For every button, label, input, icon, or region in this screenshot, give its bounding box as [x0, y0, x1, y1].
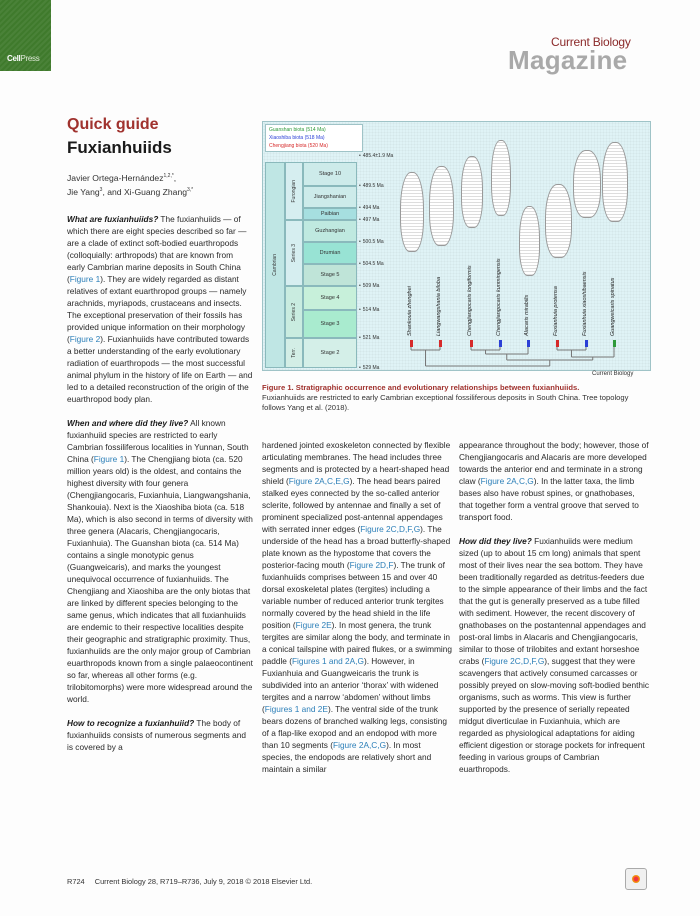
author-1[interactable]: Javier Ortega-Hernández: [67, 172, 164, 183]
body-column-2: [262, 439, 452, 787]
crossmark-icon[interactable]: [625, 868, 647, 890]
figure-link[interactable]: Figures 1 and 2A,G: [291, 656, 364, 666]
taxon-label: Chengjiangocaris longiformis: [467, 265, 473, 336]
section-heading: When and where did they live?: [67, 418, 189, 428]
paragraph-how-lived: [459, 535, 649, 775]
fossil-illustration: [545, 184, 572, 258]
text: ). The head bears paired stalked eyes connected by the so-called anterior sclerite, followed by antennae and finally a set of prominent specialized post-antennal appendages with serrated inner edges (: [262, 476, 443, 534]
author-3-affil: 3,*: [187, 186, 194, 193]
age-label: • 494 Ma: [359, 205, 379, 211]
taxon-label: Shankouia zhenghei: [407, 286, 413, 336]
stage-cell: Guzhangian: [303, 220, 357, 242]
legend-entry: Chengjiang biota (520 Ma): [269, 143, 328, 149]
biota-marker: [470, 340, 473, 347]
stage-cell: Stage 3: [303, 310, 357, 338]
age-label: • 485.4±1.9 Ma: [359, 153, 393, 159]
page-footer: [67, 877, 312, 886]
text: ). However, in Fuxianhuia and Guangweicaris the trunk is subdivided into an anterior ‘thorax’ with widened tergites and a narrow ‘abdomen’ without limbs (: [262, 656, 439, 714]
logo-light: Press: [20, 54, 40, 63]
paragraph-anatomy: [262, 439, 452, 775]
fossil-illustration: [461, 156, 483, 228]
taxon-label: Fuxianhuia protensa: [553, 286, 559, 336]
text: ). In most genera, the trunk tergites are similar along the body, and terminate in a conical tailspine with paired flukes, or a swimming paddle (: [262, 620, 452, 666]
logo-bold: Cell: [7, 54, 21, 63]
text: ). The trunk of fuxianhuiids comprises between 15 and over 40 dorsal exoskeletal plates (tergites) including a variable number of reduced anterior trunk tergites normally covered by the head shield in the life position (: [262, 560, 445, 630]
body-column-1: [67, 213, 253, 765]
stage-cell: Stage 4: [303, 286, 357, 310]
biota-marker: [556, 340, 559, 347]
fossil-illustration: [400, 172, 424, 252]
biota-marker: [527, 340, 530, 347]
figure-link[interactable]: Figure 1: [93, 454, 125, 464]
section-heading: How to recognize a fuxianhuiid?: [67, 718, 195, 728]
text: ). The Chengjiang biota (ca. 520 million years old) is the oldest, and contains the highest diversity with four genera (Chengjiangocaris, Fuxianhuia, Liangwangshania, Shankouia). Next is the Xiaoshiba biota (ca. 518 Ma), which is also second in terms of diversity with three genera (Alacaris, Chengjiangocaris, Fuxianhuia). The Guanshan biota (ca. 514 Ma) contains a single monotypic genus (Guangweicaris), and marks the youngest unequivocal occurrence of fuxianhuiids. The Chengjiang and Xiaoshiba are the only biotas that are linked by different species belonging to the same genus, which indicates that all fuxianhuiids are endemic to their respective localities despite their geographic and stratigraphic proximity. Thus, fuxianhuiids are the only major group of Cambrian euarthropods known from a single palaeocontinent so far, whereas all other forms (e.g. trilobitomorphs) were more widespread around the world.: [67, 454, 253, 704]
author-1-affil: 1,2,*: [163, 173, 174, 179]
series-cell: Series 2: [285, 286, 303, 338]
biota-marker: [410, 340, 413, 347]
figure-link[interactable]: Figures 1 and 2E: [264, 704, 328, 714]
legend-entry: Guanshan biota (514 Ma): [269, 127, 326, 133]
fossil-illustration: [602, 142, 628, 222]
taxon-label: Alacaris mirabilis: [524, 294, 530, 336]
text: All known fuxianhuiid species are restricted to early Cambrian fossiliferous localities in Yunnan, South China (: [67, 418, 249, 464]
fossil-illustration: [573, 150, 601, 218]
taxon-label: Fuxianhuia xiaoshibaensis: [582, 271, 588, 336]
text: ). The ventral side of the trunk bears dozens of branched walking legs, consisting of a flap-like exopod and an endopod with more than 10 segments (: [262, 704, 447, 750]
text: ). Fuxianhuiids have contributed towards a better understanding of the early evolutionary radiation of euarthropods — the most successful animal phylum in the history of life on Earth — and led to a detailed reconstruction of the origin of the euarthropod body plan.: [67, 334, 253, 404]
text: appearance throughout the body; however, those of Chengjiangocaris and Alacaris are more developed towards the anterior end and terminate in a strong claw (: [459, 440, 649, 486]
paragraph-recognize: [67, 717, 253, 753]
figure-link[interactable]: Figure 2A,C,G: [480, 476, 534, 486]
figure-link[interactable]: Figure 2A,C,E,G: [288, 476, 350, 486]
text: ), suggest that they were scavengers that actively consumed carcasses or possibly preyed on slow-moving soft-bodied benthic organisms, such as worms. This view is further supported by the presence of serially repeated midgut diverticulae in Fuxianhuia, which are regarded as physiological adaptations for aiding efficient digestion or storage pockets for infrequent feeding in various groups of Cambrian euarthropods.: [459, 656, 650, 774]
journal-name: Current Biology: [551, 35, 631, 49]
text: ). In most species, the endopods are relatively short and maintain a similar: [262, 740, 432, 774]
biota-marker: [585, 340, 588, 347]
fossil-illustration: [429, 166, 454, 246]
author-2[interactable]: Jie Yang: [67, 186, 100, 197]
age-label: • 497 Ma: [359, 217, 379, 223]
citation: Current Biology 28, R719–R736, July 9, 2018 © 2018 Elsevier Ltd.: [94, 877, 313, 886]
stage-cell: Jiangshanian: [303, 186, 357, 208]
article-title: Fuxianhuiids: [67, 138, 172, 157]
figure-link[interactable]: Figure 2C,D,F,G: [484, 656, 545, 666]
figure-link[interactable]: Figure 2E: [295, 620, 332, 630]
section-heading: How did they live?: [459, 536, 532, 546]
text: ). The underside of the head has a broad butterfly-shaped plate known as the hypostome that covers the posterior-facing mouth (: [262, 524, 451, 570]
figure-link[interactable]: Figure 1: [69, 274, 101, 284]
age-label: • 529 Ma: [359, 365, 379, 371]
figure-credit: Current Biology: [592, 371, 634, 377]
age-label: • 504.5 Ma: [359, 261, 384, 267]
paragraph-when-where: [67, 417, 253, 705]
text: ). In the latter taxa, the limb bases also have robust spines, or gnathobases, that together form a ventral groove that served to transport food.: [459, 476, 639, 522]
stage-cell: Stage 10: [303, 162, 357, 186]
paragraph-limbs: [459, 439, 649, 523]
text: ). They are widely regarded as distant relatives of extant euarthropod groups — namely arachnids, myriapods, crustaceans and insects. The exceptional preservation of their fossils has provided unique information on their morphology (: [67, 274, 247, 344]
system-cell: Cambrian: [265, 162, 285, 368]
fossil-illustration: [491, 140, 511, 216]
caption-title: Figure 1. Stratigraphic occurrence and evolutionary relationships between fuxianhuiids.: [262, 383, 580, 392]
figure-link[interactable]: Figure 2A,C,G: [333, 740, 387, 750]
article-kicker: Quick guide: [67, 116, 159, 133]
legend-entry: Xiaoshiba biota (518 Ma): [269, 135, 325, 141]
stage-cell: Paibian: [303, 208, 357, 220]
section-name: Magazine: [508, 45, 628, 75]
text: Fuxianhuiids were medium sized (up to about 15 cm long) animals that spent most of their lives near the sea bottom. They have been traditionally regarded as detritus-feeders due to the simple appearance of their limbs and the fact that the gut is generally preserved as a tube filled with sediment. However, the recent discovery of gnathobases on the postantennal appendages and post-oral limbs in Alacaris and Chengjiangocaris, similar to those of trilobites and extant horseshoe crabs (: [459, 536, 648, 666]
stage-cell: Stage 5: [303, 264, 357, 286]
taxon-label: Liangwangshania biloba: [436, 276, 442, 336]
paragraph-what-are: [67, 213, 253, 405]
text: The body of fuxianhuiids consists of numerous segments and is covered by a: [67, 718, 246, 752]
figure-caption: [262, 383, 652, 413]
series-cell: Series 3: [285, 220, 303, 286]
age-label: • 489.5 Ma: [359, 183, 384, 189]
series-cell: Terr.: [285, 338, 303, 368]
caption-body: Fuxianhuiids are restricted to early Cambrian exceptional fossiliferous deposits in South China. Tree topology follows Yang et al. (2018).: [262, 393, 629, 412]
biota-marker: [439, 340, 442, 347]
biota-marker: [499, 340, 502, 347]
stage-cell: Drumian: [303, 242, 357, 264]
figure-link[interactable]: Figure 2D,F: [349, 560, 394, 570]
section-heading: What are fuxianhuiids?: [67, 214, 159, 224]
figure-link[interactable]: Figure 2: [69, 334, 101, 344]
author-list: Javier Ortega-Hernández$^{1,2,*}$, Jie Yang$^3$, and Xi-Guang Zhang$^{3,*}$: [67, 172, 194, 197]
series-cell: Furongian: [285, 162, 303, 220]
author-3[interactable]: , and Xi-Guang Zhang: [102, 186, 187, 197]
figure-link[interactable]: Figure 2C,D,F,G: [360, 524, 421, 534]
biota-marker: [613, 340, 616, 347]
age-label: • 509 Ma: [359, 283, 379, 289]
age-label: • 514 Ma: [359, 307, 379, 313]
age-label: • 500.5 Ma: [359, 239, 384, 245]
cellpress-logo[interactable]: [0, 0, 51, 71]
taxon-label: Guangweicaris spinatus: [610, 277, 616, 336]
text: hardened jointed exoskeleton connected by flexible articulating membranes. The head includes three segments and is protected by a heart-shaped head shield (: [262, 440, 451, 486]
text: The fuxianhuiids — of which there are eight species described so far — are a clade of extinct soft-bodied euarthropods (colloquially: arthropods) that are known from early Cambrian marine deposits in South China (: [67, 214, 247, 284]
author-2-affil: 3: [99, 186, 103, 193]
figure-1[interactable]: [262, 121, 651, 371]
body-column-3: [459, 439, 649, 787]
age-label: • 521 Ma: [359, 335, 379, 341]
stage-cell: Stage 2: [303, 338, 357, 368]
page-number: R724: [67, 877, 85, 886]
fossil-illustration: [519, 206, 540, 276]
taxon-label: Chengjiangocaris kunmingensis: [496, 258, 502, 336]
